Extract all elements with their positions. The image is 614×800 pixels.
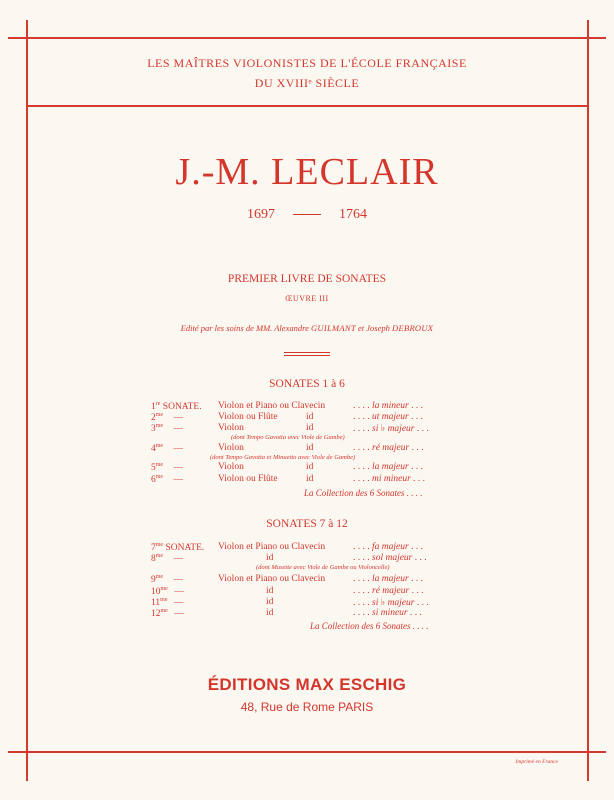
sonata-number: $12^{me}$ — [151, 608, 184, 620]
sonata-instrument: Violon ou Flûte [218, 474, 278, 484]
sonata-instrument: id [266, 586, 274, 596]
birth-year: 1697 [247, 207, 275, 222]
sonata-instrument: Violon [218, 423, 244, 433]
editor-debroux: DEBROUX [392, 323, 434, 333]
sonata-number: $11^{me}$ — [151, 597, 184, 609]
sonata-key: . . . . la majeur . . . [353, 462, 423, 472]
sonata-key: . . . . ut majeur . . . [353, 412, 423, 422]
ornament-rule [284, 352, 330, 353]
sonata-number: $4^{me}$ — [151, 443, 183, 455]
group-title-1-6: SONATES 1 à 6 [269, 378, 345, 390]
sonata-id: id [306, 412, 314, 422]
sonata-row [0, 462, 614, 474]
composer-name: J.-M. LECLAIR [175, 151, 439, 193]
series-title-line1: LES MAÎTRES VIOLONISTES DE L'ÉCOLE FRANÇAISE [147, 56, 467, 70]
publisher-address: 48, Rue de Rome PARIS [240, 700, 374, 714]
sonata-number: $2^{me}$ — [151, 412, 183, 424]
sonata-key: . . . . si ♭ majeur . . . [353, 598, 429, 608]
sonata-id: id [306, 474, 314, 484]
sonata-note: (dont Tempo Gavotta avec Viole de Gambe) [231, 434, 345, 441]
ornament-rule-2 [284, 355, 330, 356]
sonata-row [0, 474, 614, 486]
sonata-instrument: Violon et Piano ou Clavecin [218, 574, 326, 584]
sonata-key: . . . . la majeur . . . [353, 574, 423, 584]
sonata-number: $9^{me}$ — [151, 574, 183, 586]
frame-bottom-rule [8, 751, 606, 753]
publisher-name: ÉDITIONS MAX ESCHIG [207, 675, 407, 694]
sonata-number: $3^{me}$ — [151, 423, 183, 435]
editors-prefix: Edité par les soins de MM. Alexandre [180, 323, 309, 333]
years-dash [293, 214, 321, 215]
composer-years [26, 207, 588, 223]
sonata-key: . . . . si ♭ majeur . . . [353, 424, 429, 434]
frame-top-rule [8, 37, 606, 39]
sonata-id: id [306, 462, 314, 472]
sonata-instrument: id [266, 597, 274, 607]
sonata-key: . . . . sol majeur . . . [353, 553, 427, 563]
book-title: PREMIER LIVRE DE SONATES [227, 273, 387, 285]
collection-line: La Collection des 6 Sonates . . . . [310, 621, 429, 631]
editor-guilmant: GUILMANT [310, 323, 356, 333]
opus-number: ŒUVRE III [285, 294, 329, 303]
sonata-key: . . . . fa majeur . . . [353, 542, 423, 552]
editors-credit [26, 323, 588, 333]
sonata-row [0, 574, 614, 586]
sonata-number: 1re SONATE. [151, 401, 202, 413]
sonata-instrument: Violon et Piano ou Clavecin [218, 542, 326, 552]
sonata-number: $7^{me}$ SONATE. [151, 542, 205, 554]
imprint-note: Imprimé en France [515, 759, 558, 765]
sonata-id: id [306, 423, 314, 433]
sonata-note: (dont Musette avec Viole de Gambe ou Violoncelle) [256, 564, 390, 571]
death-year: 1764 [339, 207, 367, 222]
sonata-key: . . . . ré majeur . . . [353, 586, 424, 596]
sonata-number: $5^{me}$ — [151, 462, 183, 474]
sonata-number: $10^{me}$ — [151, 586, 184, 598]
group-title-7-12: SONATES 7 à 12 [266, 518, 348, 530]
sonata-key: . . . . ré majeur . . . [353, 443, 424, 453]
sonata-instrument: Violon [218, 443, 244, 453]
sonata-number: $6^{me}$ — [151, 474, 183, 486]
header-divider-rule [26, 105, 589, 107]
sonata-instrument: id [266, 608, 274, 618]
sonata-note: (dont Tempo Gavotta et Minuetto avec Viole de Gambe) [210, 454, 356, 461]
sonata-key: . . . . mi mineur . . . [353, 474, 426, 484]
sonata-instrument: Violon ou Flûte [218, 412, 278, 422]
sonata-number: $8^{me}$ — [151, 553, 183, 565]
series-title-line2: DU XVIIIᵉ SIÈCLE [254, 76, 360, 90]
sonata-key: . . . . si mineur . . . [353, 608, 422, 618]
sonata-instrument: id [266, 553, 274, 563]
sonata-row [0, 608, 614, 620]
sonata-key: . . . . la mineur . . . [353, 401, 423, 411]
sonata-instrument: Violon [218, 462, 244, 472]
sonata-instrument: Violon et Piano ou Clavecin [218, 401, 326, 411]
editors-and: et Joseph [358, 323, 390, 333]
sonata-id: id [306, 443, 314, 453]
collection-line: La Collection des 6 Sonates . . . . [304, 488, 423, 498]
